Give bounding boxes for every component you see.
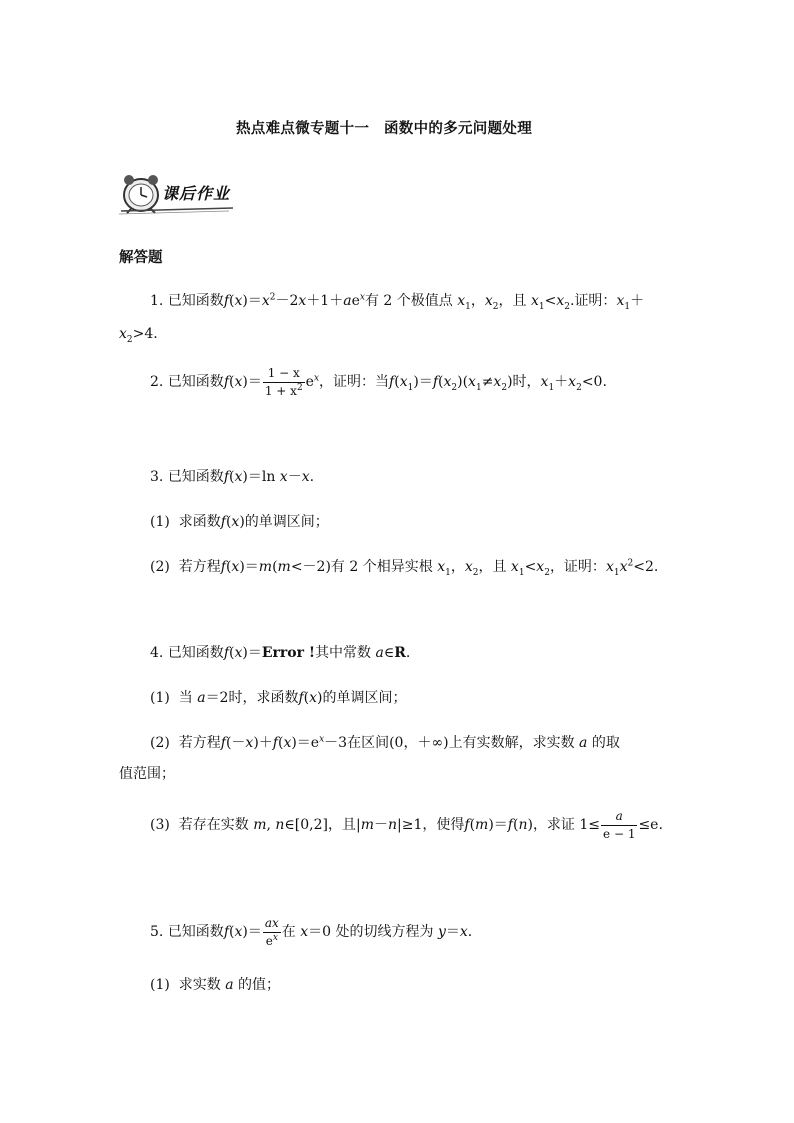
problem-text: 有 2 个相异实根	[330, 559, 433, 575]
problem-text: 在	[281, 924, 296, 940]
problem-text: 若存在实数	[178, 817, 249, 833]
problem-number: 3.	[150, 469, 164, 485]
problem-text: 有 2 个极值点	[364, 293, 453, 309]
subproblem-number: (2)	[150, 735, 170, 751]
problem-number: 5.	[150, 924, 164, 940]
problem-text: ，且	[498, 293, 527, 309]
problem-text: 处的切线方程为	[335, 924, 434, 940]
problem-text: ，且	[478, 559, 507, 575]
problem-text: ，证明：当	[319, 374, 390, 390]
problem-text: 证明：	[574, 293, 617, 309]
problem-1-cont: $x_2>4$.	[119, 326, 158, 345]
problem-number: 1.	[150, 293, 164, 309]
problem-5: 5. 已知函数f(x)＝ $\frac{ax}{e^x}$ 在 x＝0 处的切线方程为 y＝x.	[150, 915, 473, 948]
section-heading: 解答题	[119, 249, 163, 266]
problem-text: 已知函数	[167, 469, 224, 485]
problem-text: 的单调区间；	[244, 514, 329, 530]
problem-2: 2. 已知函数f(x)＝ $\frac{1 - x}{1 + x^2}$ $e^x$，证明：当$f(x_1)=f(x_2)(x_1\ne x_2)$时，$x_1+x_2<0$.	[150, 365, 607, 398]
error-field: Error !	[261, 645, 315, 661]
problem-3-part-1: (1) 求函数f(x)的单调区间；	[150, 514, 329, 530]
problem-number: 4.	[150, 645, 164, 661]
fraction: $\frac{ax}{e^x}$	[264, 915, 279, 948]
problem-text: 的值；	[238, 977, 281, 993]
problem-text: ，求证 1≤	[532, 817, 601, 833]
problem-text: 求函数	[178, 514, 221, 530]
fraction: $\frac{a}{e - 1}$	[603, 808, 636, 841]
problem-text: 若方程	[178, 559, 221, 575]
problem-4-part-3: (3) 若存在实数 m, n∈[0,2]，且|m－n|≥1，使得f(m)＝f(n)，求证 1≤ $\frac{a}{e - 1}$ ≤e.	[150, 808, 663, 841]
subproblem-number: (1)	[150, 690, 170, 706]
problem-1: 1. 已知函数$f(x)=x^2-2x+1+ae^x$有 2 个极值点 $x_1$，$x_2$，且 $x_1<x_2$.证明：$x_1+$	[150, 292, 645, 312]
problem-text: 已知函数	[167, 293, 224, 309]
problem-5-part-1: (1) 求实数 a 的值；	[150, 977, 281, 993]
fraction: $\frac{1 - x}{1 + x^2}$	[264, 365, 303, 398]
problem-text: 的取	[591, 735, 620, 751]
problem-3-part-2: (2) 若方程f(x)＝m(m<－2)有 2 个相异实根 $x_1$，$x_2$，且 $x_1<x_2$，证明：$x_1x^2<2$.	[150, 558, 659, 578]
problem-text: ，且|	[327, 817, 361, 833]
problem-text: 已知函数	[167, 924, 224, 940]
problem-text: 求实数	[178, 977, 221, 993]
subproblem-number: (1)	[150, 977, 170, 993]
subproblem-number: (2)	[150, 559, 170, 575]
problem-text: 时，	[512, 374, 541, 390]
problem-4-part-2-cont	[119, 765, 175, 783]
page-title: 热点难点微专题十一 函数中的多元问题处理	[236, 120, 532, 137]
problem-text: 值范围；	[119, 766, 175, 782]
problem-text: |≥1，使得	[397, 817, 465, 833]
problem-text: 其中常数	[315, 645, 371, 661]
problem-text: 在区间(0，＋∞)上有实数解，求实数	[347, 735, 575, 751]
problem-text: ，证明：	[549, 559, 606, 575]
problem-text: 已知函数	[167, 374, 224, 390]
problem-text: 时，求函数	[228, 690, 299, 706]
problem-4: 4. 已知函数f(x)＝Error !其中常数 a∈R.	[150, 645, 411, 661]
subproblem-number: (1)	[150, 514, 170, 530]
problem-text: ≤e.	[638, 817, 663, 833]
problem-text: 若方程	[178, 735, 221, 751]
problem-text: 已知函数	[167, 645, 224, 661]
badge-label: 课后作业	[162, 184, 231, 203]
problem-text: 的单调区间；	[322, 690, 407, 706]
problem-4-part-2: (2) 若方程$f(-x)+f(x)=e^x-3$在区间(0，＋∞)上有实数解，求实数 a 的取	[150, 734, 620, 751]
problem-number: 2.	[150, 374, 164, 390]
problem-text: 当	[178, 690, 193, 706]
problem-3: 3. 已知函数f(x)＝ln x－x.	[150, 469, 315, 485]
problem-text: >4.	[132, 326, 158, 342]
subproblem-number: (3)	[150, 817, 170, 833]
problem-4-part-1: (1) 当 a＝2时，求函数f(x)的单调区间；	[150, 690, 407, 706]
